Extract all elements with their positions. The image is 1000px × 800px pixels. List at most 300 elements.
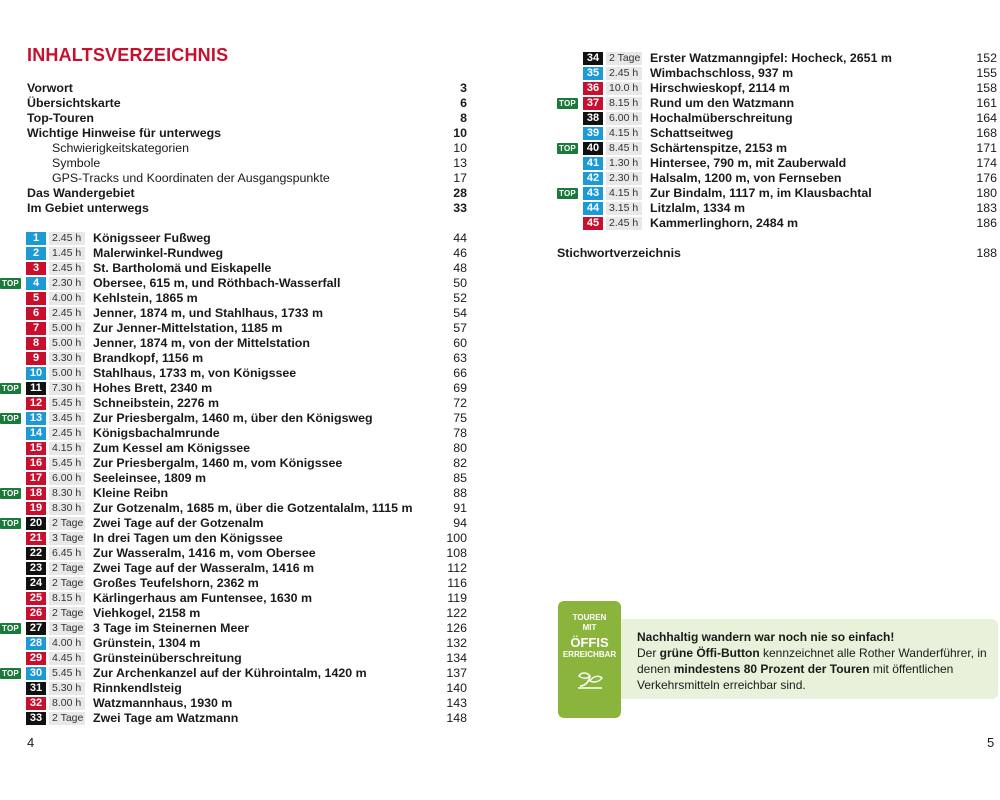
- dot-leader: [788, 141, 975, 156]
- top-tour-badge: TOP: [2, 669, 19, 678]
- tour-title: Zur Priesbergalm, 1460 m, vom Königssee: [93, 456, 343, 470]
- leaves-icon: [575, 668, 605, 690]
- tour-title: Litzlalm, 1334 m: [650, 201, 746, 215]
- tour-row[interactable]: [0, 456, 467, 471]
- dot-leader: [201, 606, 445, 621]
- toc-entry-page: 8: [460, 111, 467, 125]
- dot-leader: [207, 471, 452, 486]
- tour-page: 126: [446, 621, 467, 635]
- tour-title: Zwei Tage auf der Gotzenalm: [93, 516, 264, 530]
- tour-row[interactable]: [0, 396, 467, 411]
- tour-page: 155: [976, 66, 997, 80]
- tour-number-badge: 15: [26, 442, 46, 455]
- top-tour-badge: TOP: [2, 414, 19, 423]
- toc-entry[interactable]: [27, 141, 467, 156]
- tour-page: 54: [453, 306, 467, 320]
- tour-row[interactable]: [0, 441, 467, 456]
- tour-title: Viehkogel, 2158 m: [93, 606, 201, 620]
- tour-page: 48: [453, 261, 467, 275]
- tour-title: Zur Jenner-Mittelstation, 1185 m: [93, 321, 283, 335]
- tour-title: Hirschwieskopf, 2114 m: [650, 81, 790, 95]
- tour-row[interactable]: [557, 186, 997, 201]
- tour-duration: 6.00 h: [606, 112, 642, 125]
- toc-entry[interactable]: [27, 96, 467, 111]
- page-number-left: 4: [27, 735, 35, 750]
- tour-row[interactable]: [557, 81, 997, 96]
- tour-title: Kärlingerhaus am Funtensee, 1630 m: [93, 591, 312, 605]
- tour-title: Obersee, 615 m, und Röthbach-Wasserfall: [93, 276, 341, 290]
- tour-duration: 4.00 h: [49, 292, 85, 305]
- dot-leader: [315, 561, 446, 576]
- tour-row[interactable]: [0, 561, 467, 576]
- tour-row[interactable]: [0, 666, 467, 681]
- dot-leader: [311, 336, 452, 351]
- tour-row[interactable]: [0, 606, 467, 621]
- tour-number-badge: 41: [583, 157, 603, 170]
- index-list: [557, 246, 997, 261]
- tour-row[interactable]: [557, 141, 997, 156]
- tour-row[interactable]: [0, 576, 467, 591]
- tour-row[interactable]: [0, 471, 467, 486]
- tour-title: Halsalm, 1200 m, von Fernseben: [650, 171, 842, 185]
- tour-title: Zwei Tage am Watzmann: [93, 711, 239, 725]
- tour-number-badge: 19: [26, 502, 46, 515]
- tour-row[interactable]: [557, 126, 997, 141]
- tour-page: 66: [453, 366, 467, 380]
- top-tour-badge: TOP: [2, 489, 19, 498]
- tour-duration: 1.45 h: [49, 247, 85, 260]
- tour-duration: 3 Tage: [49, 532, 85, 545]
- tour-duration: 4.15 h: [606, 127, 642, 140]
- tour-row[interactable]: [0, 651, 467, 666]
- tours-list-left: [0, 231, 467, 726]
- oeffi-info-box: [558, 601, 998, 718]
- tour-title: Großes Teufelshorn, 2362 m: [93, 576, 259, 590]
- dot-leader: [746, 201, 975, 216]
- tour-row[interactable]: [0, 531, 467, 546]
- dot-leader: [190, 141, 452, 156]
- oeffi-button-badge: [558, 601, 621, 718]
- tour-number-badge: 30: [26, 667, 46, 680]
- tour-number-badge: 5: [26, 292, 46, 305]
- tour-number-badge: 12: [26, 397, 46, 410]
- tour-row[interactable]: [0, 306, 467, 321]
- dot-leader: [224, 246, 452, 261]
- dot-leader: [136, 186, 453, 201]
- tour-row[interactable]: [0, 621, 467, 636]
- oeffi-bold-1: grüne Öffi-Button: [659, 646, 760, 660]
- tour-number-badge: 10: [26, 367, 46, 380]
- tour-row[interactable]: [0, 366, 467, 381]
- tour-number-badge: 35: [583, 67, 603, 80]
- top-tour-badge: TOP: [2, 624, 19, 633]
- dot-leader: [799, 216, 975, 231]
- top-badge-slot: [557, 143, 579, 154]
- tour-title: 3 Tage im Steinernen Meer: [93, 621, 250, 635]
- tour-title: Zur Priesbergalm, 1460 m, über den Königsweg: [93, 411, 373, 425]
- dot-leader: [297, 366, 452, 381]
- tour-number-badge: 14: [26, 427, 46, 440]
- tour-number-badge: 23: [26, 562, 46, 575]
- top-badge-slot: [0, 413, 22, 424]
- tour-duration: 2.45 h: [49, 262, 85, 275]
- tour-duration: 5.00 h: [49, 337, 85, 350]
- tour-duration: 4.45 h: [49, 652, 85, 665]
- tour-page: 161: [976, 96, 997, 110]
- toc-entry-label: Vorwort: [27, 81, 73, 95]
- tour-page: 52: [453, 291, 467, 305]
- dot-leader: [284, 531, 446, 546]
- dot-leader: [794, 66, 975, 81]
- tour-page: 75: [453, 411, 467, 425]
- dot-leader: [795, 96, 975, 111]
- tour-duration: 3 Tage: [49, 622, 85, 635]
- oeffi-heading: Nachhaltig wandern war noch nie so einfach!: [637, 630, 895, 644]
- tour-title: Königsseer Fußweg: [93, 231, 211, 245]
- dot-leader: [183, 681, 446, 696]
- tour-number-badge: 13: [26, 412, 46, 425]
- tour-duration: 8.00 h: [49, 697, 85, 710]
- oeffi-button-line2: MIT: [582, 623, 597, 632]
- tour-duration: 4.15 h: [606, 187, 642, 200]
- tour-page: 152: [976, 51, 997, 65]
- toc-entry-page: 10: [453, 126, 467, 140]
- tour-title: Kammerlinghorn, 2484 m: [650, 216, 799, 230]
- dot-leader: [239, 711, 445, 726]
- tour-row[interactable]: [557, 66, 997, 81]
- tour-number-badge: 27: [26, 622, 46, 635]
- tour-page: 88: [453, 486, 467, 500]
- tour-page: 137: [446, 666, 467, 680]
- dot-leader: [794, 111, 976, 126]
- toc-entry-label: Wichtige Hinweise für unterwegs: [27, 126, 222, 140]
- toc-entry-label: Im Gebiet unterwegs: [27, 201, 149, 215]
- tour-title: Stahlhaus, 1733 m, von Königssee: [93, 366, 297, 380]
- oeffi-text-panel: [621, 619, 998, 699]
- tour-title: Grünstein, 1304 m: [93, 636, 201, 650]
- tour-row[interactable]: [0, 291, 467, 306]
- tour-title: Seeleinsee, 1809 m: [93, 471, 206, 485]
- tour-row[interactable]: [0, 261, 467, 276]
- tour-duration: 2 Tage: [606, 52, 642, 65]
- tour-row[interactable]: [557, 111, 997, 126]
- tour-row[interactable]: [0, 351, 467, 366]
- tour-number-badge: 24: [26, 577, 46, 590]
- oeffi-text-3: mit öffentlichen Verkehrsmitteln erreichbar sind.: [637, 662, 954, 692]
- tour-number-badge: 25: [26, 592, 46, 605]
- tour-title: Schneibstein, 2276 m: [93, 396, 220, 410]
- toc-entry-page: 33: [453, 201, 467, 215]
- tour-row[interactable]: [0, 681, 467, 696]
- tour-number-badge: 29: [26, 652, 46, 665]
- tour-page: 63: [453, 351, 467, 365]
- tour-title: Grünsteinüberschreitung: [93, 651, 242, 665]
- tour-title: Erster Watzmanngipfel: Hocheck, 2651 m: [650, 51, 892, 65]
- tour-row[interactable]: [0, 336, 467, 351]
- tour-title: Zwei Tage auf der Wasseralm, 1416 m: [93, 561, 315, 575]
- page-title: INHALTSVERZEICHNIS: [27, 45, 229, 65]
- front-matter-list: [27, 81, 467, 216]
- toc-entry-label: Übersichtskarte: [27, 96, 121, 110]
- tour-number-badge: 8: [26, 337, 46, 350]
- tour-duration: 6.00 h: [49, 472, 85, 485]
- dot-leader: [233, 696, 445, 711]
- tour-page: 122: [446, 606, 467, 620]
- toc-entry-page: 3: [460, 81, 467, 95]
- dot-leader: [368, 666, 446, 681]
- tour-row[interactable]: [0, 636, 467, 651]
- toc-entry-page: 17: [453, 171, 467, 185]
- top-badge-slot: [557, 188, 579, 199]
- dot-leader: [169, 486, 452, 501]
- top-badge-slot: [0, 383, 22, 394]
- toc-entry[interactable]: [27, 111, 467, 126]
- tour-title: Jenner, 1874 m, und Stahlhaus, 1733 m: [93, 306, 324, 320]
- top-badge-slot: [0, 623, 22, 634]
- tour-number-badge: 2: [26, 247, 46, 260]
- tour-row[interactable]: [0, 486, 467, 501]
- tour-title: Rund um den Watzmann: [650, 96, 795, 110]
- tour-number-badge: 17: [26, 472, 46, 485]
- tour-row[interactable]: [0, 381, 467, 396]
- dot-leader: [199, 291, 453, 306]
- dot-leader: [212, 231, 452, 246]
- dot-leader: [847, 156, 975, 171]
- tour-number-badge: 20: [26, 517, 46, 530]
- tour-number-badge: 42: [583, 172, 603, 185]
- tour-duration: 1.30 h: [606, 157, 642, 170]
- tour-page: 80: [453, 441, 467, 455]
- top-tour-badge: TOP: [2, 519, 19, 528]
- tour-title: Zur Bindalm, 1117 m, im Klausbachtal: [650, 186, 872, 200]
- tour-title: Zur Gotzenalm, 1685 m, über die Gotzentalalm, 1115 m: [93, 501, 413, 515]
- tour-page: 183: [976, 201, 997, 215]
- tour-duration: 8.30 h: [49, 487, 85, 500]
- tour-duration: 8.15 h: [606, 97, 642, 110]
- tour-title: In drei Tagen um den Königssee: [93, 531, 283, 545]
- page-number-right: 5: [987, 735, 995, 750]
- oeffi-text-1: Der: [637, 646, 660, 660]
- tour-number-badge: 38: [583, 112, 603, 125]
- toc-entry-label: Symbole: [52, 156, 101, 170]
- tour-page: 116: [447, 576, 467, 590]
- tour-duration: 2 Tage: [49, 517, 85, 530]
- tour-number-badge: 6: [26, 307, 46, 320]
- tour-page: 140: [446, 681, 467, 695]
- dot-leader: [260, 576, 447, 591]
- tour-page: 50: [453, 276, 467, 290]
- tour-duration: 4.00 h: [49, 637, 85, 650]
- toc-entry-page: 6: [460, 96, 467, 110]
- tour-row[interactable]: [557, 171, 997, 186]
- tour-title: Zum Kessel am Königssee: [93, 441, 251, 455]
- tour-number-badge: 40: [583, 142, 603, 155]
- tour-page: 164: [976, 111, 997, 125]
- tour-duration: 8.30 h: [49, 502, 85, 515]
- tour-number-badge: 44: [583, 202, 603, 215]
- toc-entry-label: Stichwortverzeichnis: [557, 246, 681, 260]
- tour-number-badge: 37: [583, 97, 603, 110]
- tour-row[interactable]: [557, 96, 997, 111]
- tour-title: Schattseitweg: [650, 126, 734, 140]
- tour-duration: 2.45 h: [606, 67, 642, 80]
- top-badge-slot: [0, 278, 22, 289]
- tour-title: St. Bartholomä und Eiskapelle: [93, 261, 272, 275]
- tour-duration: 5.45 h: [49, 667, 85, 680]
- dot-leader: [243, 651, 446, 666]
- tour-page: 168: [976, 126, 997, 140]
- tour-page: 112: [447, 561, 467, 575]
- top-tour-badge: TOP: [2, 279, 19, 288]
- tour-number-badge: 34: [583, 52, 603, 65]
- tour-page: 134: [446, 651, 467, 665]
- top-tour-badge: TOP: [559, 99, 576, 108]
- tour-row[interactable]: [0, 696, 467, 711]
- toc-entry[interactable]: [27, 186, 467, 201]
- tour-title: Königsbachalmrunde: [93, 426, 220, 440]
- tour-duration: 8.15 h: [49, 592, 85, 605]
- top-badge-slot: [0, 488, 22, 499]
- toc-entry[interactable]: [27, 201, 467, 216]
- dot-leader: [221, 426, 453, 441]
- tour-number-badge: 39: [583, 127, 603, 140]
- tour-duration: 2 Tage: [49, 562, 85, 575]
- tour-title: Hochalmüberschreitung: [650, 111, 793, 125]
- tour-page: 176: [976, 171, 997, 185]
- oeffi-button-line3: ÖFFIS: [570, 635, 609, 650]
- tour-duration: 5.00 h: [49, 367, 85, 380]
- dot-leader: [272, 261, 452, 276]
- tour-number-badge: 22: [26, 547, 46, 560]
- tour-title: Hohes Brett, 2340 m: [93, 381, 213, 395]
- tour-duration: 5.45 h: [49, 457, 85, 470]
- tour-title: Rinnkendlsteig: [93, 681, 182, 695]
- toc-entry-page: 13: [453, 156, 467, 170]
- tour-number-badge: 7: [26, 322, 46, 335]
- toc-entry[interactable]: [27, 156, 467, 171]
- tour-duration: 2.30 h: [606, 172, 642, 185]
- tour-number-badge: 11: [26, 382, 46, 395]
- tour-duration: 3.45 h: [49, 412, 85, 425]
- top-tour-badge: TOP: [559, 144, 576, 153]
- tour-number-badge: 31: [26, 682, 46, 695]
- tour-row[interactable]: [0, 591, 467, 606]
- tour-page: 94: [453, 516, 467, 530]
- tour-page: 78: [453, 426, 467, 440]
- tour-number-badge: 9: [26, 352, 46, 365]
- tour-page: 72: [453, 396, 467, 410]
- dot-leader: [220, 396, 452, 411]
- toc-entry[interactable]: [27, 126, 467, 141]
- oeffi-text-2: kennzeichnet alle Rother Wanderführer, in denen: [637, 646, 987, 676]
- tour-page: 174: [976, 156, 997, 170]
- top-tour-badge: TOP: [2, 384, 19, 393]
- tour-duration: 2.45 h: [49, 307, 85, 320]
- tour-title: Zur Wasseralm, 1416 m, vom Obersee: [93, 546, 316, 560]
- dot-leader: [201, 636, 445, 651]
- tour-row[interactable]: [0, 546, 467, 561]
- tour-page: 57: [453, 321, 467, 335]
- top-badge-slot: [0, 668, 22, 679]
- dot-leader: [324, 306, 452, 321]
- tour-title: Hintersee, 790 m, mit Zauberwald: [650, 156, 847, 170]
- tour-number-badge: 4: [26, 277, 46, 290]
- dot-leader: [204, 351, 452, 366]
- dot-leader: [222, 126, 452, 141]
- dot-leader: [734, 126, 975, 141]
- dot-leader: [95, 111, 459, 126]
- tour-page: 108: [446, 546, 467, 560]
- tour-row[interactable]: [0, 231, 467, 246]
- tour-duration: 2.45 h: [606, 217, 642, 230]
- dot-leader: [283, 321, 452, 336]
- tour-row[interactable]: [0, 426, 467, 441]
- tour-number-badge: 45: [583, 217, 603, 230]
- tour-number-badge: 43: [583, 187, 603, 200]
- top-badge-slot: [557, 98, 579, 109]
- toc-entry-index[interactable]: [557, 246, 997, 261]
- tour-row[interactable]: [557, 216, 997, 231]
- tour-number-badge: 32: [26, 697, 46, 710]
- tour-row[interactable]: [0, 516, 467, 531]
- dot-leader: [150, 201, 452, 216]
- tour-row[interactable]: [0, 276, 467, 291]
- tour-number-badge: 18: [26, 487, 46, 500]
- tour-duration: 2 Tage: [49, 712, 85, 725]
- tour-title: Jenner, 1874 m, von der Mittelstation: [93, 336, 310, 350]
- tour-page: 143: [446, 696, 467, 710]
- tour-duration: 5.00 h: [49, 322, 85, 335]
- tour-number-badge: 28: [26, 637, 46, 650]
- tour-row[interactable]: [557, 51, 997, 66]
- tour-number-badge: 1: [26, 232, 46, 245]
- tour-duration: 3.30 h: [49, 352, 85, 365]
- tour-number-badge: 26: [26, 607, 46, 620]
- tour-title: Kleine Reibn: [93, 486, 169, 500]
- tour-page: 44: [453, 231, 467, 245]
- toc-entry-label: Schwierigkeitskategorien: [52, 141, 190, 155]
- tour-page: 186: [976, 216, 997, 230]
- dot-leader: [791, 81, 976, 96]
- tour-page: 82: [453, 456, 467, 470]
- tour-number-badge: 3: [26, 262, 46, 275]
- toc-entry-label: GPS-Tracks und Koordinaten der Ausgangspunkte: [52, 171, 330, 185]
- tour-row[interactable]: [557, 201, 997, 216]
- tour-row[interactable]: [0, 246, 467, 261]
- dot-leader: [374, 411, 453, 426]
- tour-page: 148: [446, 711, 467, 725]
- tour-row[interactable]: [0, 321, 467, 336]
- toc-entry-page: 10: [453, 141, 467, 155]
- toc-entry[interactable]: [27, 81, 467, 96]
- tour-row[interactable]: [0, 711, 467, 726]
- tour-duration: 2.45 h: [49, 232, 85, 245]
- toc-entry-page: 188: [976, 246, 997, 260]
- tour-duration: 2.45 h: [49, 427, 85, 440]
- tour-row[interactable]: [0, 501, 467, 516]
- tour-page: 85: [453, 471, 467, 485]
- tour-title: Wimbachschloss, 937 m: [650, 66, 794, 80]
- tour-row[interactable]: [0, 411, 467, 426]
- tour-duration: 2 Tage: [49, 577, 85, 590]
- tour-duration: 5.45 h: [49, 397, 85, 410]
- toc-entry[interactable]: [27, 171, 467, 186]
- dot-leader: [251, 441, 452, 456]
- tour-row[interactable]: [557, 156, 997, 171]
- tour-page: 171: [976, 141, 997, 155]
- oeffi-bold-2: mindestens 80 Prozent der Touren: [673, 662, 870, 676]
- tour-duration: 3.15 h: [606, 202, 642, 215]
